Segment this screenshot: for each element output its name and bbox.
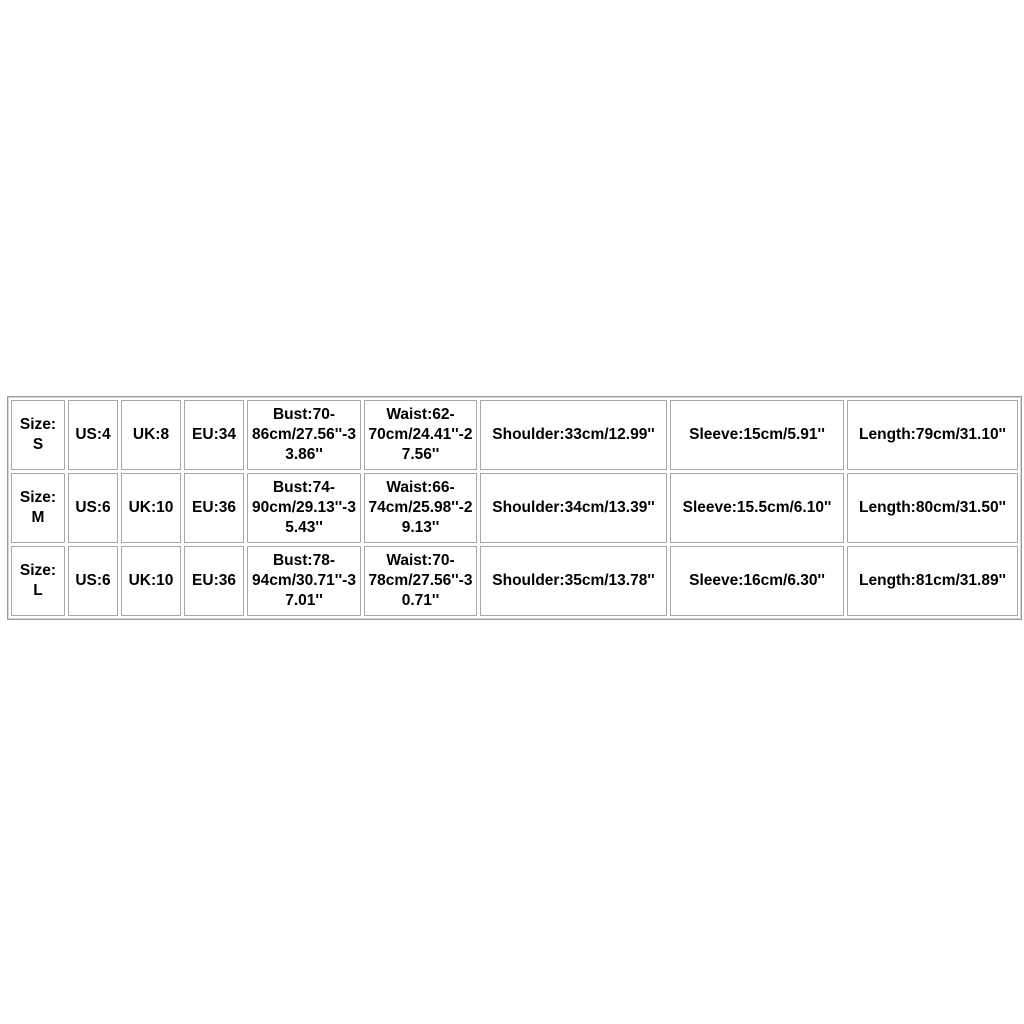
length-cell: Length:79cm/31.10''	[847, 400, 1018, 470]
sleeve-cell: Sleeve:15.5cm/6.10''	[670, 473, 844, 543]
shoulder-cell: Shoulder:33cm/12.99''	[480, 400, 667, 470]
sleeve-cell: Sleeve:16cm/6.30''	[670, 546, 844, 616]
length-cell: Length:80cm/31.50''	[847, 473, 1018, 543]
waist-cell: Waist:66-74cm/25.98''-29.13''	[364, 473, 477, 543]
table-row	[11, 546, 1018, 616]
size-cell: Size: L	[11, 546, 65, 616]
size-chart-table	[7, 396, 1022, 620]
us-size-cell: US:4	[68, 400, 118, 470]
size-cell: Size: S	[11, 400, 65, 470]
bust-cell: Bust:78-94cm/30.71''-37.01''	[247, 546, 361, 616]
table-row	[11, 400, 1018, 470]
waist-cell: Waist:62-70cm/24.41''-27.56''	[364, 400, 477, 470]
shoulder-cell: Shoulder:35cm/13.78''	[480, 546, 667, 616]
eu-size-cell: EU:36	[184, 473, 244, 543]
us-size-cell: US:6	[68, 473, 118, 543]
uk-size-cell: UK:10	[121, 473, 181, 543]
eu-size-cell: EU:34	[184, 400, 244, 470]
sleeve-cell: Sleeve:15cm/5.91''	[670, 400, 844, 470]
shoulder-cell: Shoulder:34cm/13.39''	[480, 473, 667, 543]
uk-size-cell: UK:10	[121, 546, 181, 616]
uk-size-cell: UK:8	[121, 400, 181, 470]
table-row	[11, 473, 1018, 543]
bust-cell: Bust:74-90cm/29.13''-35.43''	[247, 473, 361, 543]
size-cell: Size: M	[11, 473, 65, 543]
length-cell: Length:81cm/31.89''	[847, 546, 1018, 616]
eu-size-cell: EU:36	[184, 546, 244, 616]
waist-cell: Waist:70-78cm/27.56''-30.71''	[364, 546, 477, 616]
us-size-cell: US:6	[68, 546, 118, 616]
bust-cell: Bust:70-86cm/27.56''-33.86''	[247, 400, 361, 470]
